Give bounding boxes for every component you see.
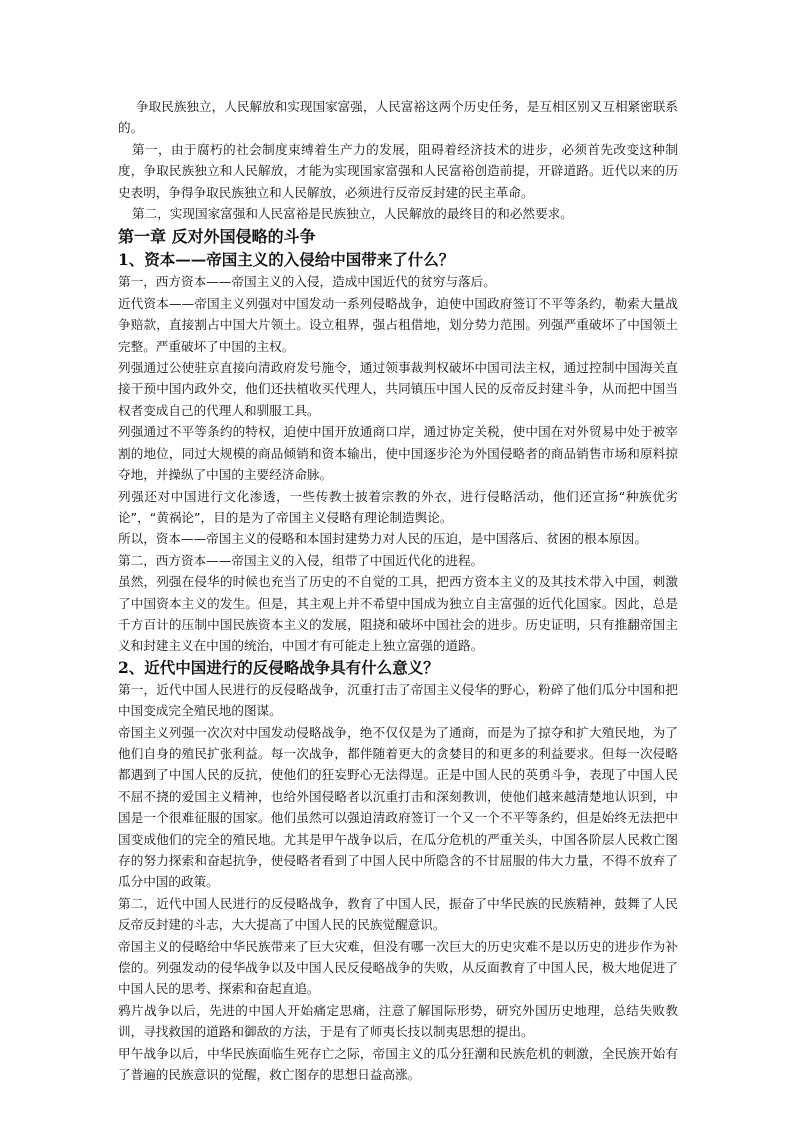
intro-paragraph-2: 第一，由于腐朽的社会制度束缚着生产力的发展，阻碍着经济技术的进步，必须首先改变这种制度，争取民族独立和人民解放，才能为实现国家富强和人民富裕创造前提，开辟道路。近代以来的历史表明，争得争取民族独立和人民解放，必须进行反帝反封建的民主革命。 [118,141,678,200]
section-2-paragraph: 甲午战争以后，中华民族面临生死存亡之际，帝国主义的瓜分狂潮和民族危机的刺激，全民族开始有了普遍的民族意识的觉醒，救亡图存的思想日益高涨。 [118,1045,678,1083]
section-1-paragraph: 第一，西方资本——帝国主义的入侵，造成中国近代的贫穷与落后。 [118,274,496,290]
section-1-paragraph: 第二，西方资本——帝国主义的入侵，组带了中国近代化的进程。 [118,552,484,568]
intro-paragraph-1: 争取民族独立，人民解放和实现国家富强，人民富裕这两个历史任务，是互相区别又互相紧密联系的。 [118,99,678,136]
section-1-paragraph: 列强通过公使驻京直接向清政府发号施令，通过领事裁判权破坏中国司法主权，通过控制中国海关直接干预中国内政外交，他们还扶植收买代理人，共同镇压中国人民的反帝反封建斗争，从而把中国当权者变成自己的代理人和驯服工具。 [118,360,678,418]
section-1-heading: 1、资本——帝国主义的入侵给中国带来了什么？ [118,250,455,270]
section-2-heading: 2、近代中国进行的反侵略战争具有什么意义？ [118,657,439,677]
section-2-paragraph: 鸦片战争以后，先进的中国人开始痛定思痛，注意了解国际形势，研究外国历史地理，总结失败教训，寻找救国的道路和御敌的方法，于是有了师夷长技以制夷思想的提出。 [118,1002,678,1040]
section-2-paragraph: 第二，近代中国人民进行的反侵略战争，教育了中国人民，振奋了中华民族的民族精神，鼓舞了人民反帝反封建的斗志，大大提高了中国人民的民族觉醒意识。 [118,895,678,933]
document-page [118,96,678,1085]
section-2-paragraph: 帝国主义列强一次次对中国发动侵略战争，绝不仅仅是为了通商，而是为了掠夺和扩大殖民地，为了他们自身的殖民扩张利益。每一次战争，都伴随着更大的贪婪目的和更多的利益要求。但每一次侵略都遇到了中国人民的反抗，使他们的狂妄野心无法得逞。正是中国人民的英勇斗争，表现了中国人民不屈不挠的爱国主义精神，也给外国侵略者以沉重打击和深刻教训，使他们越来越清楚地认识到，中国是一个很难征服的国家。他们虽然可以强迫清政府签订一个又一个不平等条约，但是始终无法把中国变成他们的完全的殖民地。尤其是甲午战争以后，在瓜分危机的严重关头，中国各阶层人民救亡图存的努力探索和奋起抗争，使侵略者看到了中国人民中所隐含的不甘屈服的伟大力量，不得不放弃了瓜分中国的政策。 [118,724,678,890]
section-1-paragraph: 近代资本——帝国主义列强对中国发动一系列侵略战争，迫使中国政府签订不平等条约，勒索大量战争赔款，直接割占中国大片领土。设立租界，强占租借地，划分势力范围。列强严重破坏了中国领土完整。严重破坏了中国的主权。 [118,295,678,354]
section-1-paragraph: 所以，资本——帝国主义的侵略和本国封建势力对人民的压迫，是中国落后、贫困的根本原因。 [118,531,647,547]
section-1-paragraph: 列强通过不平等条约的特权，迫使中国开放通商口岸，通过协定关税，使中国在对外贸易中处于被宰割的地位，同过大规模的商品倾销和资本输出，使中国逐步沦为外国侵略者的商品销售市场和原料掠夺地，并操纵了中国的主要经济命脉。 [118,424,678,483]
section-2-paragraph: 第一，近代中国人民进行的反侵略战争，沉重打击了帝国主义侵华的野心，粉碎了他们瓜分中国和把中国变成完全殖民地的图谋。 [118,681,678,719]
section-1-paragraph: 列强还对中国进行文化渗透，一些传教士披着宗教的外衣，进行侵略活动，他们还宣扬“种族优劣论”，“黄祸论”，目的是为了帝国主义侵略有理论制造舆论。 [118,488,678,525]
section-1-paragraph: 虽然，列强在侵华的时候也充当了历史的不自觉的工具，把西方资本主义的及其技术带入中国，刺激了中国资本主义的发生。但是，其主观上并不希望中国成为独立自主富强的近代化国家。因此，总是千方百计的压制中国民族资本主义的发展，阻挠和破坏中国社会的进步。历史证明，只有推翻帝国主义和封建主义在中国的统治，中国才有可能走上独立富强的道路。 [118,574,678,654]
chapter-title: 第一章 反对外国侵略的斗争 [118,227,316,247]
section-2-paragraph: 帝国主义的侵略给中华民族带来了巨大灾难，但没有哪一次巨大的历史灾难不是以历史的进步作为补偿的。列强发动的侵华战争以及中国人民反侵略战争的失败，从反面教育了中国人民，极大地促进了中国人民的思考、探索和奋起直追。 [118,938,678,997]
intro-paragraph-3: 第二，实现国家富强和人民富裕是民族独立，人民解放的最终目的和必然要求。 [132,206,573,222]
